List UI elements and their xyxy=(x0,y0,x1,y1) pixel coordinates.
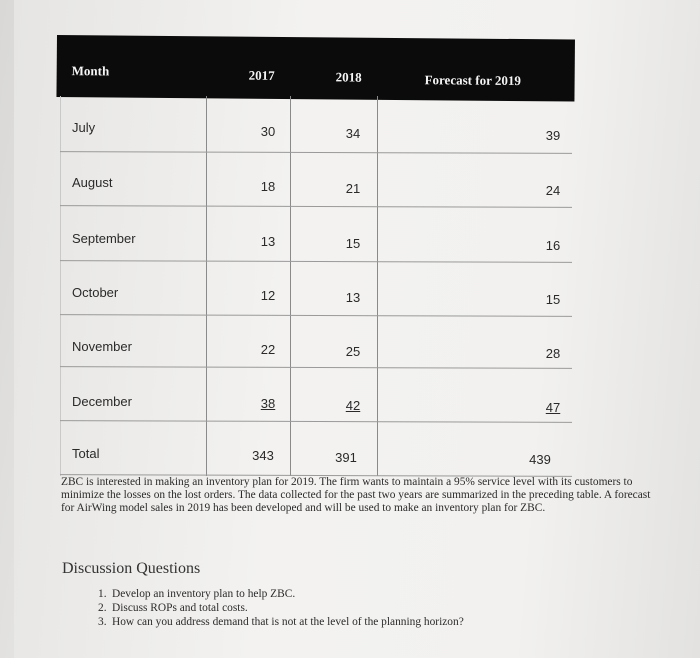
month-cell: July xyxy=(72,120,96,135)
month-cell: October xyxy=(72,285,119,300)
header-month: Month xyxy=(71,63,110,79)
discussion-title: Discussion Questions xyxy=(62,560,201,577)
question-item xyxy=(98,588,295,600)
header-2018: 2018 xyxy=(335,69,362,85)
value-2017: 12 xyxy=(260,288,276,303)
question-number: 2. xyxy=(98,602,107,614)
value-forecast: 47 xyxy=(545,400,561,415)
month-cell: August xyxy=(72,175,113,190)
question-item xyxy=(98,602,248,614)
header-forecast-2019: Forecast for 2019 xyxy=(424,72,521,89)
value-2018: 13 xyxy=(345,290,361,305)
total-label: Total xyxy=(72,446,100,461)
total-2017: 343 xyxy=(252,448,274,463)
value-forecast: 39 xyxy=(545,128,561,143)
header-2017: 2017 xyxy=(248,67,275,83)
grid-vline xyxy=(290,96,291,476)
value-2018: 25 xyxy=(345,344,361,359)
value-forecast: 16 xyxy=(545,238,561,253)
question-number: 1. xyxy=(98,588,107,600)
grid-vline xyxy=(206,96,207,476)
question-text: Discuss ROPs and total costs. xyxy=(112,602,248,614)
value-forecast: 15 xyxy=(545,292,561,307)
question-item xyxy=(98,616,464,628)
value-2017: 30 xyxy=(260,124,276,139)
case-paragraph: ZBC is interested in making an inventory plan for 2019. The firm wants to maintain a 95% service level with its customers to minimize the losses on the lost orders. The data collected for the past two years are summarized in the preceding table. A forecast for AirWing model sales in 2019 has been developed and will be used to make an inventory plan for ZBC. xyxy=(61,476,651,514)
question-text: Develop an inventory plan to help ZBC. xyxy=(112,588,296,600)
value-forecast: 28 xyxy=(545,346,561,361)
question-number: 3. xyxy=(98,616,107,628)
value-2018: 15 xyxy=(345,236,361,251)
month-cell: November xyxy=(72,339,132,354)
total-forecast: 439 xyxy=(529,452,551,467)
value-2017: 13 xyxy=(260,234,276,249)
total-2018: 391 xyxy=(335,450,357,465)
value-forecast: 24 xyxy=(545,183,561,198)
value-2017: 38 xyxy=(260,396,276,411)
value-2017: 18 xyxy=(260,179,276,194)
table-header xyxy=(56,35,575,102)
value-2018: 34 xyxy=(345,126,361,141)
value-2017: 22 xyxy=(260,342,276,357)
value-2018: 42 xyxy=(345,398,361,413)
question-text: How can you address demand that is not at the level of the planning horizon? xyxy=(112,616,464,628)
grid-vline xyxy=(60,96,61,476)
month-cell: September xyxy=(72,231,136,246)
month-cell: December xyxy=(72,394,132,409)
value-2018: 21 xyxy=(345,181,361,196)
